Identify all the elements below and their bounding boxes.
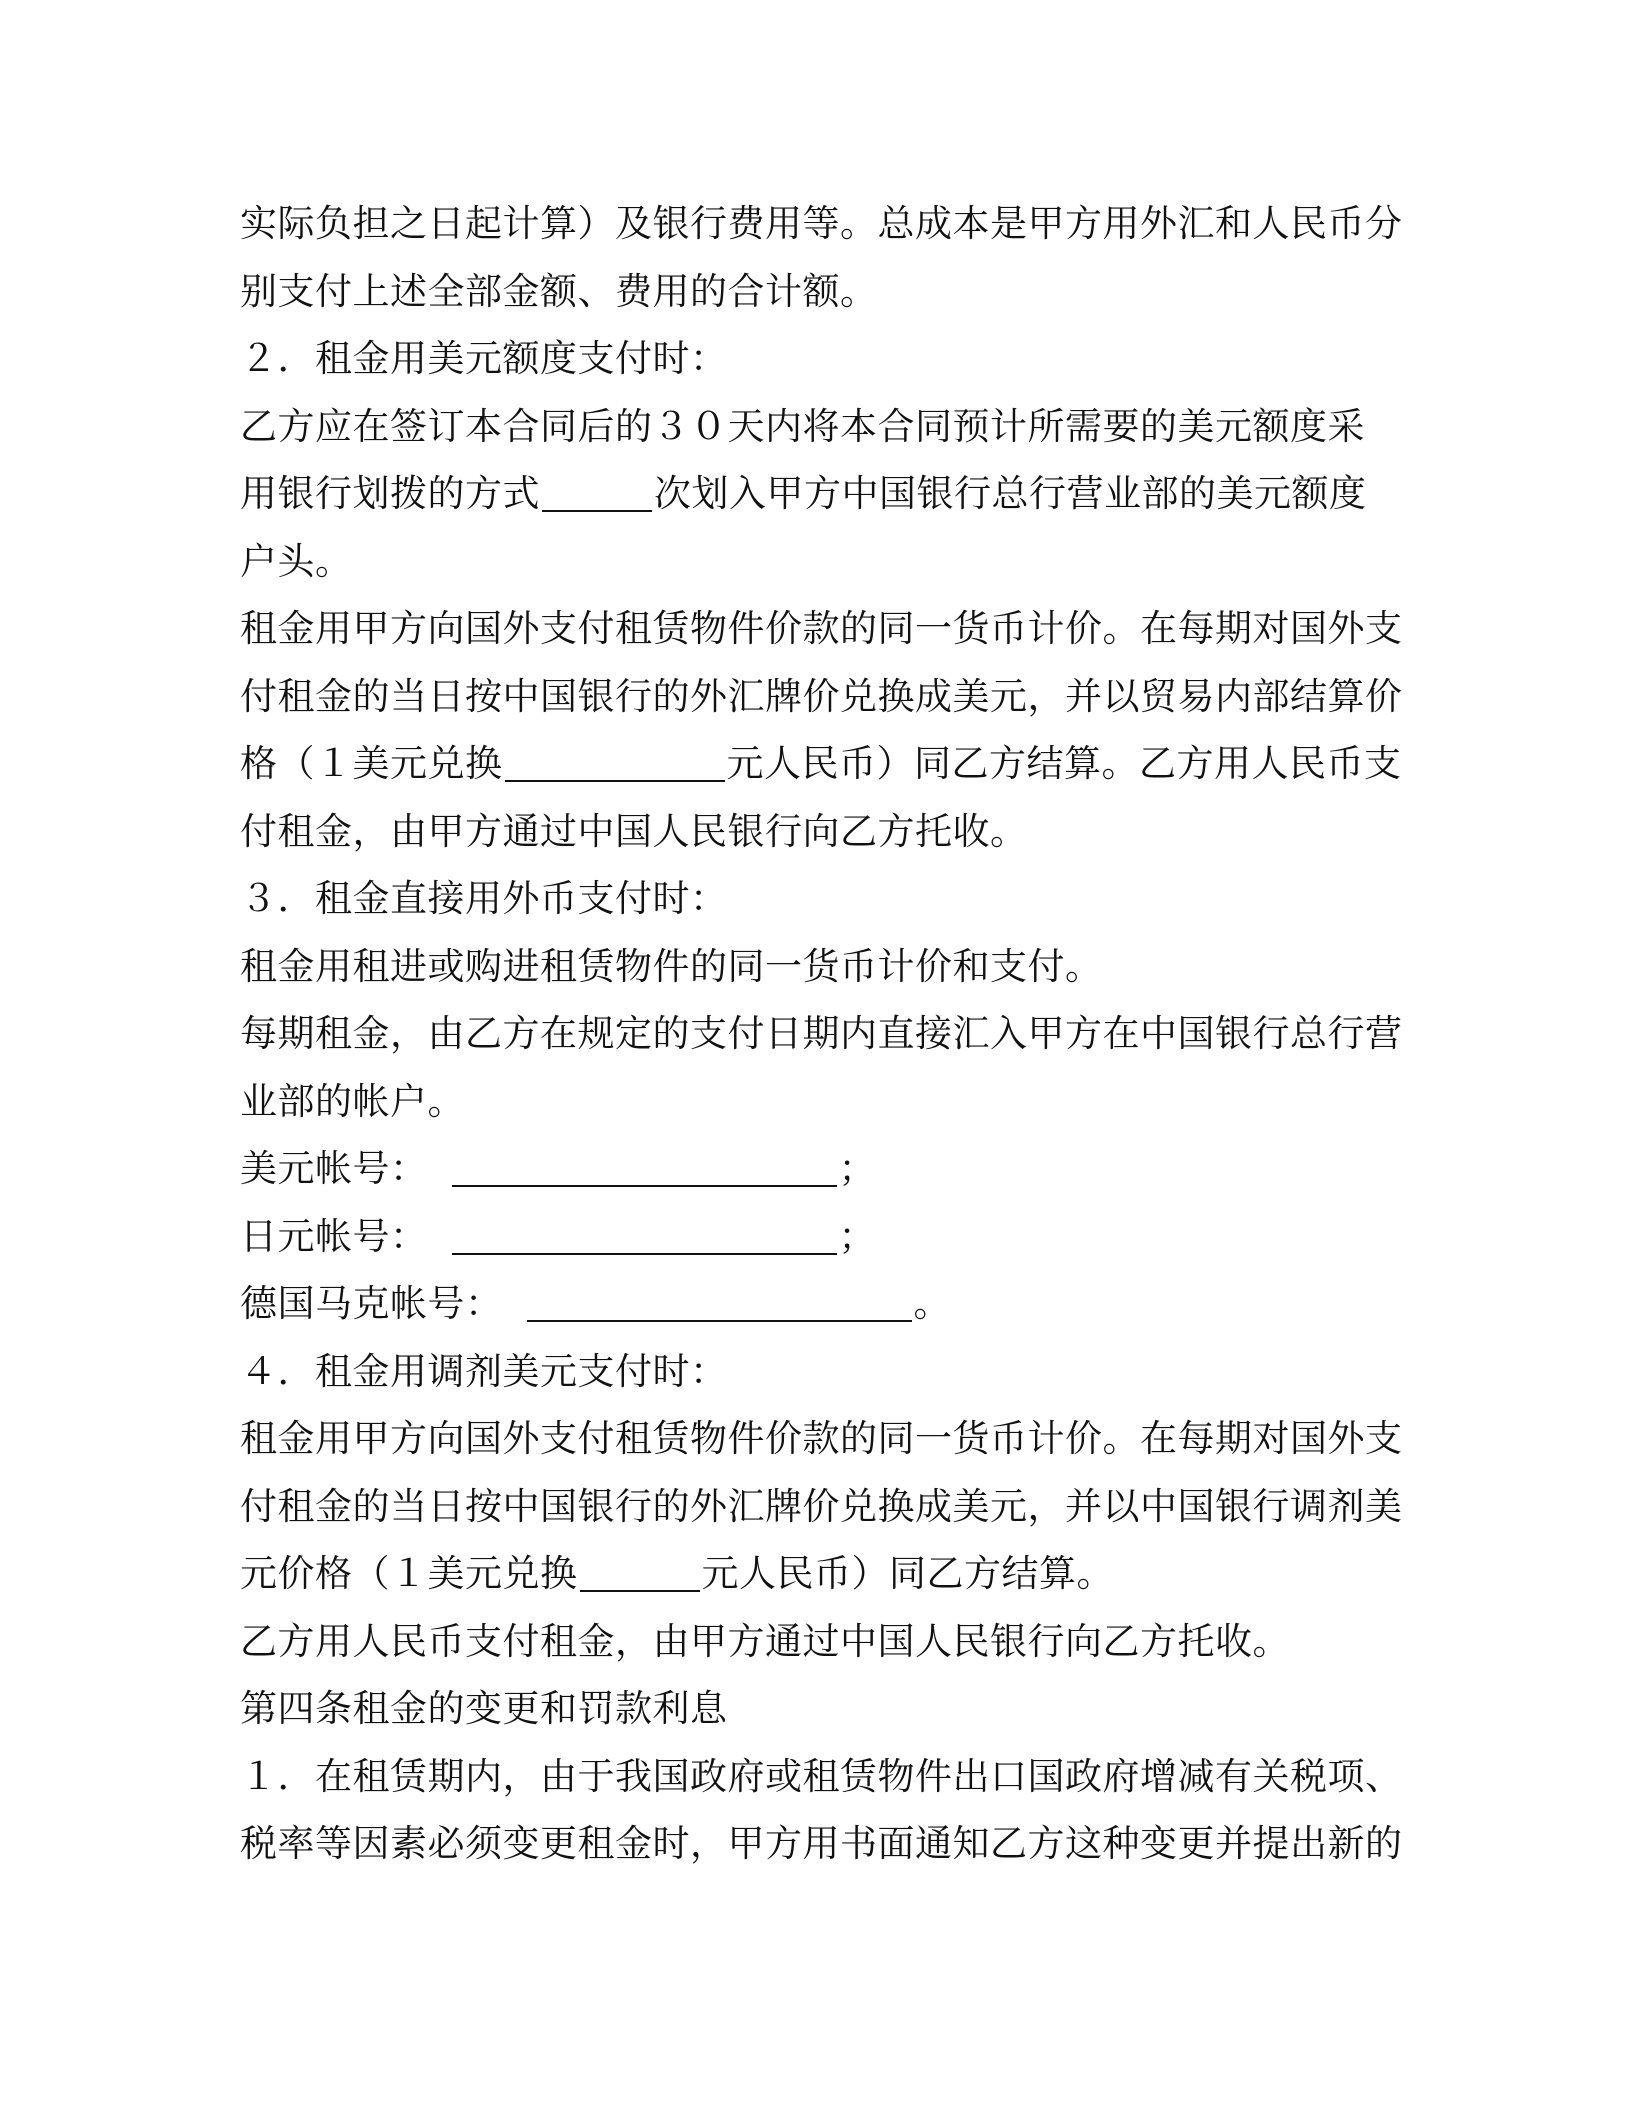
paragraph-line bbox=[240, 1540, 1400, 1608]
paragraph-line: 租金用甲方向国外支付租赁物件价款的同一货币计价。在每期对国外支 bbox=[240, 607, 1403, 650]
account-label: 日元帐号： bbox=[240, 1214, 428, 1258]
article-heading: 第四条租金的变更和罚款利息 bbox=[240, 1687, 728, 1730]
text-segment: 元价格（１美元兑换 bbox=[240, 1552, 578, 1595]
paragraph-line: 租金用租进或购进租赁物件的同一货币计价和支付。 bbox=[240, 944, 1103, 988]
paragraph-line: 业部的帐户。 bbox=[240, 1079, 465, 1123]
account-label: 美元帐号： bbox=[240, 1147, 428, 1190]
document-page bbox=[240, 190, 1403, 1878]
paragraph-line: 付租金，由甲方通过中国人民银行向乙方托收。 bbox=[240, 809, 1028, 853]
text-segment: 元人民币）同乙方结算。 bbox=[701, 1552, 1114, 1595]
fill-in-blank bbox=[527, 1276, 912, 1322]
paragraph-line bbox=[240, 460, 1400, 528]
paragraph-line: 付租金的当日按中国银行的外汇牌价兑换成美元，并以贸易内部结算价 bbox=[240, 674, 1403, 718]
account-line-usd bbox=[240, 1135, 1400, 1203]
text-segment: 次划入甲方中国银行总行营业部的美元额度 bbox=[654, 472, 1367, 515]
paragraph-line: 乙方应在签订本合同后的３０天内将本合同预计所需要的美元额度采 bbox=[240, 404, 1365, 448]
paragraph-line: 租金用甲方向国外支付租赁物件价款的同一货币计价。在每期对国外支 bbox=[240, 1417, 1403, 1460]
paragraph-line bbox=[240, 730, 1400, 798]
text-segment: ； bbox=[838, 1147, 876, 1190]
text-segment: 元人民币）同乙方结算。乙方用人民币支 bbox=[726, 742, 1402, 785]
paragraph-line: 户头。 bbox=[240, 539, 353, 583]
paragraph-line: 乙方用人民币支付租金，由甲方通过中国人民银行向乙方托收。 bbox=[240, 1619, 1290, 1663]
paragraph-line: 实际负担之日起计算）及银行费用等。总成本是甲方用外汇和人民币分 bbox=[240, 202, 1403, 245]
text-segment: ； bbox=[838, 1214, 876, 1258]
section-heading: ２．租金用美元额度支付时： bbox=[240, 337, 728, 380]
fill-in-blank bbox=[580, 1546, 700, 1592]
fill-in-blank bbox=[542, 466, 652, 512]
paragraph-line: 税率等因素必须变更租金时，甲方用书面通知乙方这种变更并提出新的 bbox=[240, 1822, 1403, 1865]
text-segment: 格（１美元兑换 bbox=[240, 742, 503, 785]
text-segment: 用银行划拨的方式 bbox=[240, 472, 540, 515]
fill-in-blank bbox=[452, 1141, 837, 1187]
text-segment: 。 bbox=[913, 1282, 951, 1325]
account-line-jpy bbox=[240, 1203, 1400, 1271]
paragraph-line: 别支付上述全部金额、费用的合计额。 bbox=[240, 269, 878, 313]
section-heading: ３．租金直接用外币支付时： bbox=[240, 877, 728, 920]
section-heading: ４．租金用调剂美元支付时： bbox=[240, 1349, 728, 1393]
paragraph-line: 付租金的当日按中国银行的外汇牌价兑换成美元，并以中国银行调剂美 bbox=[240, 1484, 1403, 1528]
paragraph-line: １．在租赁期内，由于我国政府或租赁物件出口国政府增减有关税项、 bbox=[240, 1754, 1403, 1798]
fill-in-blank bbox=[452, 1209, 837, 1255]
account-label: 德国马克帐号： bbox=[240, 1282, 503, 1325]
fill-in-blank bbox=[505, 736, 725, 782]
account-line-dem bbox=[240, 1270, 1400, 1338]
paragraph-line: 每期租金，由乙方在规定的支付日期内直接汇入甲方在中国银行总行营 bbox=[240, 1012, 1403, 1055]
